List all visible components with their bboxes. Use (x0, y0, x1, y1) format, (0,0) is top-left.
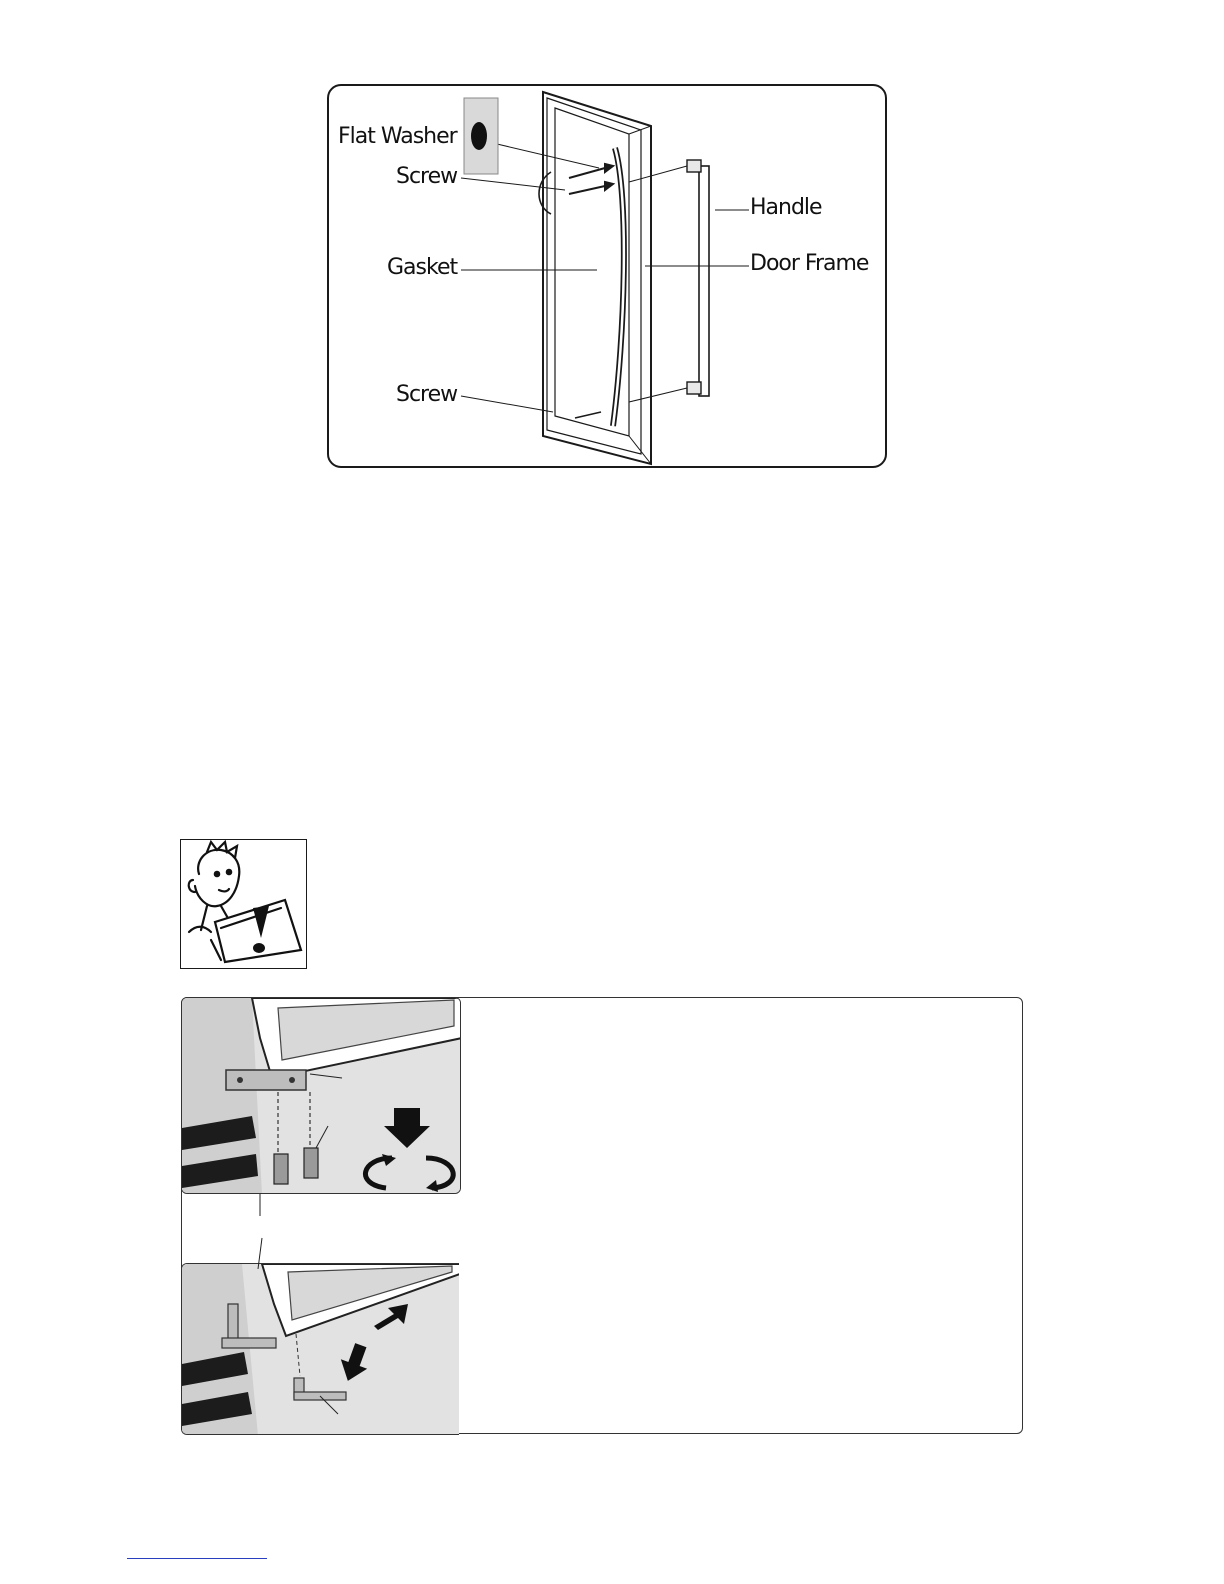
screw-top-label: Screw (396, 164, 458, 189)
flat-washer-hole (471, 122, 487, 150)
flat-washer-label: Flat Washer (338, 124, 457, 149)
screw-bottom-label: Screw (396, 382, 458, 407)
footer-rule (127, 1558, 267, 1559)
handle-outline (699, 166, 709, 396)
caution-man-icon (181, 840, 305, 967)
door-lift-illustration (182, 1264, 459, 1435)
handle-label: Handle (750, 195, 822, 220)
notice-illustration-box (180, 839, 307, 969)
hinge-removal-photo (181, 997, 461, 1194)
door-frame-outline (543, 92, 651, 464)
gasket-label: Gasket (387, 255, 458, 280)
door-frame-label: Door Frame (750, 251, 869, 276)
door-lift-photo (181, 1263, 459, 1435)
connector-lines (250, 1194, 270, 1269)
hinge-removal-illustration (182, 998, 461, 1194)
